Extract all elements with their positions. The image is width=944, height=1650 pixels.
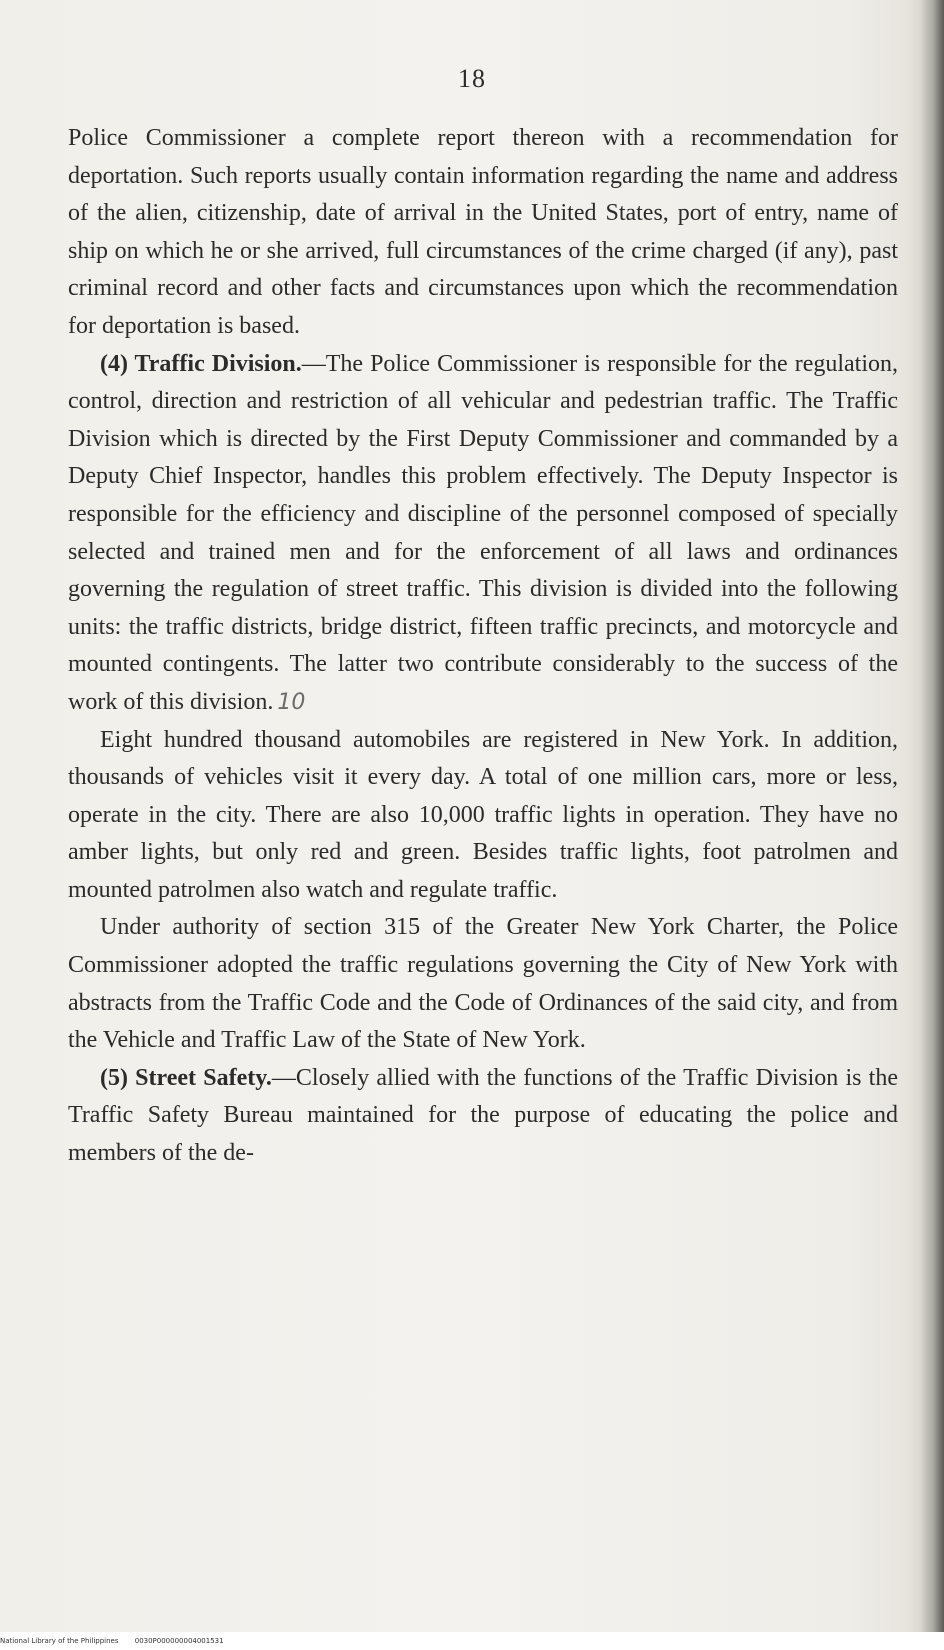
paragraph-1-text: Police Commissioner a complete report thereon with a recommendation for deportation. Such reports usually contain information regarding the name and address of the alien, citizenship, date of arrival in the United States, port of entry, name of ship on which he or she arrived, full circumstances of the crime charged (if any), past criminal record and other facts and circumstances upon which the recommendation for deportation is based. <box>68 125 898 339</box>
street-safety-heading: (5) Street Safety. <box>100 1064 272 1091</box>
paragraph-1 <box>68 120 898 346</box>
scan-footer <box>0 1632 944 1650</box>
charter-text: Under authority of section 315 of the Greater New York Charter, the Police Commissioner adopted the traffic regulations governing the City of New York with abstracts from the Traffic Code and the Code of Ordinances of the said city, and from the Vehicle and Traffic Law of the State of New York. <box>68 914 898 1054</box>
binding-shadow <box>920 0 944 1650</box>
paragraph-charter <box>68 909 898 1059</box>
paragraph-street-safety <box>68 1060 898 1173</box>
body-text <box>68 120 898 1173</box>
handwritten-annotation: 10 <box>277 689 306 715</box>
footer-library: National Library of the Philippines <box>0 1637 119 1645</box>
paragraph-traffic-division <box>68 346 898 722</box>
page-number: 18 <box>458 64 486 93</box>
traffic-division-heading: (4) Traffic Division. <box>100 350 302 377</box>
automobiles-text: Eight hundred thousand automobiles are registered in New York. In addition, thousands of vehicles visit it every day. A total of one million cars, more or less, operate in the city. There are also 10,000 traffic lights in operation. They have no amber lights, but only red and green. Besides traffic lights, foot patrolmen and mounted patrolmen also watch and regulate traffic. <box>68 726 898 903</box>
traffic-division-text: —The Police Commissioner is responsible for the regulation, control, direction and restriction of all vehicular and pedestrian traffic. The Traffic Division which is directed by the First Deputy Commissioner and commanded by a Deputy Chief Inspector, handles this problem effectively. The Deputy Inspector is responsible for the efficiency and discipline of the personnel composed of specially selected and trained men and for the enforcement of all laws and ordinances governing the regulation of street traffic. This division is divided into the following units: the traffic districts, bridge district, fifteen traffic precincts, and motorcycle and mounted contingents. The latter two contribute considerably to the success of the work of this division. <box>68 350 898 715</box>
paragraph-automobiles <box>68 722 898 910</box>
street-safety-text: —Closely allied with the functions of the Traffic Division is the Traffic Safety Bureau maintained for the purpose of educating the police and members of the de- <box>68 1064 898 1167</box>
footer-code: 0030P000000004001531 <box>134 1637 224 1645</box>
